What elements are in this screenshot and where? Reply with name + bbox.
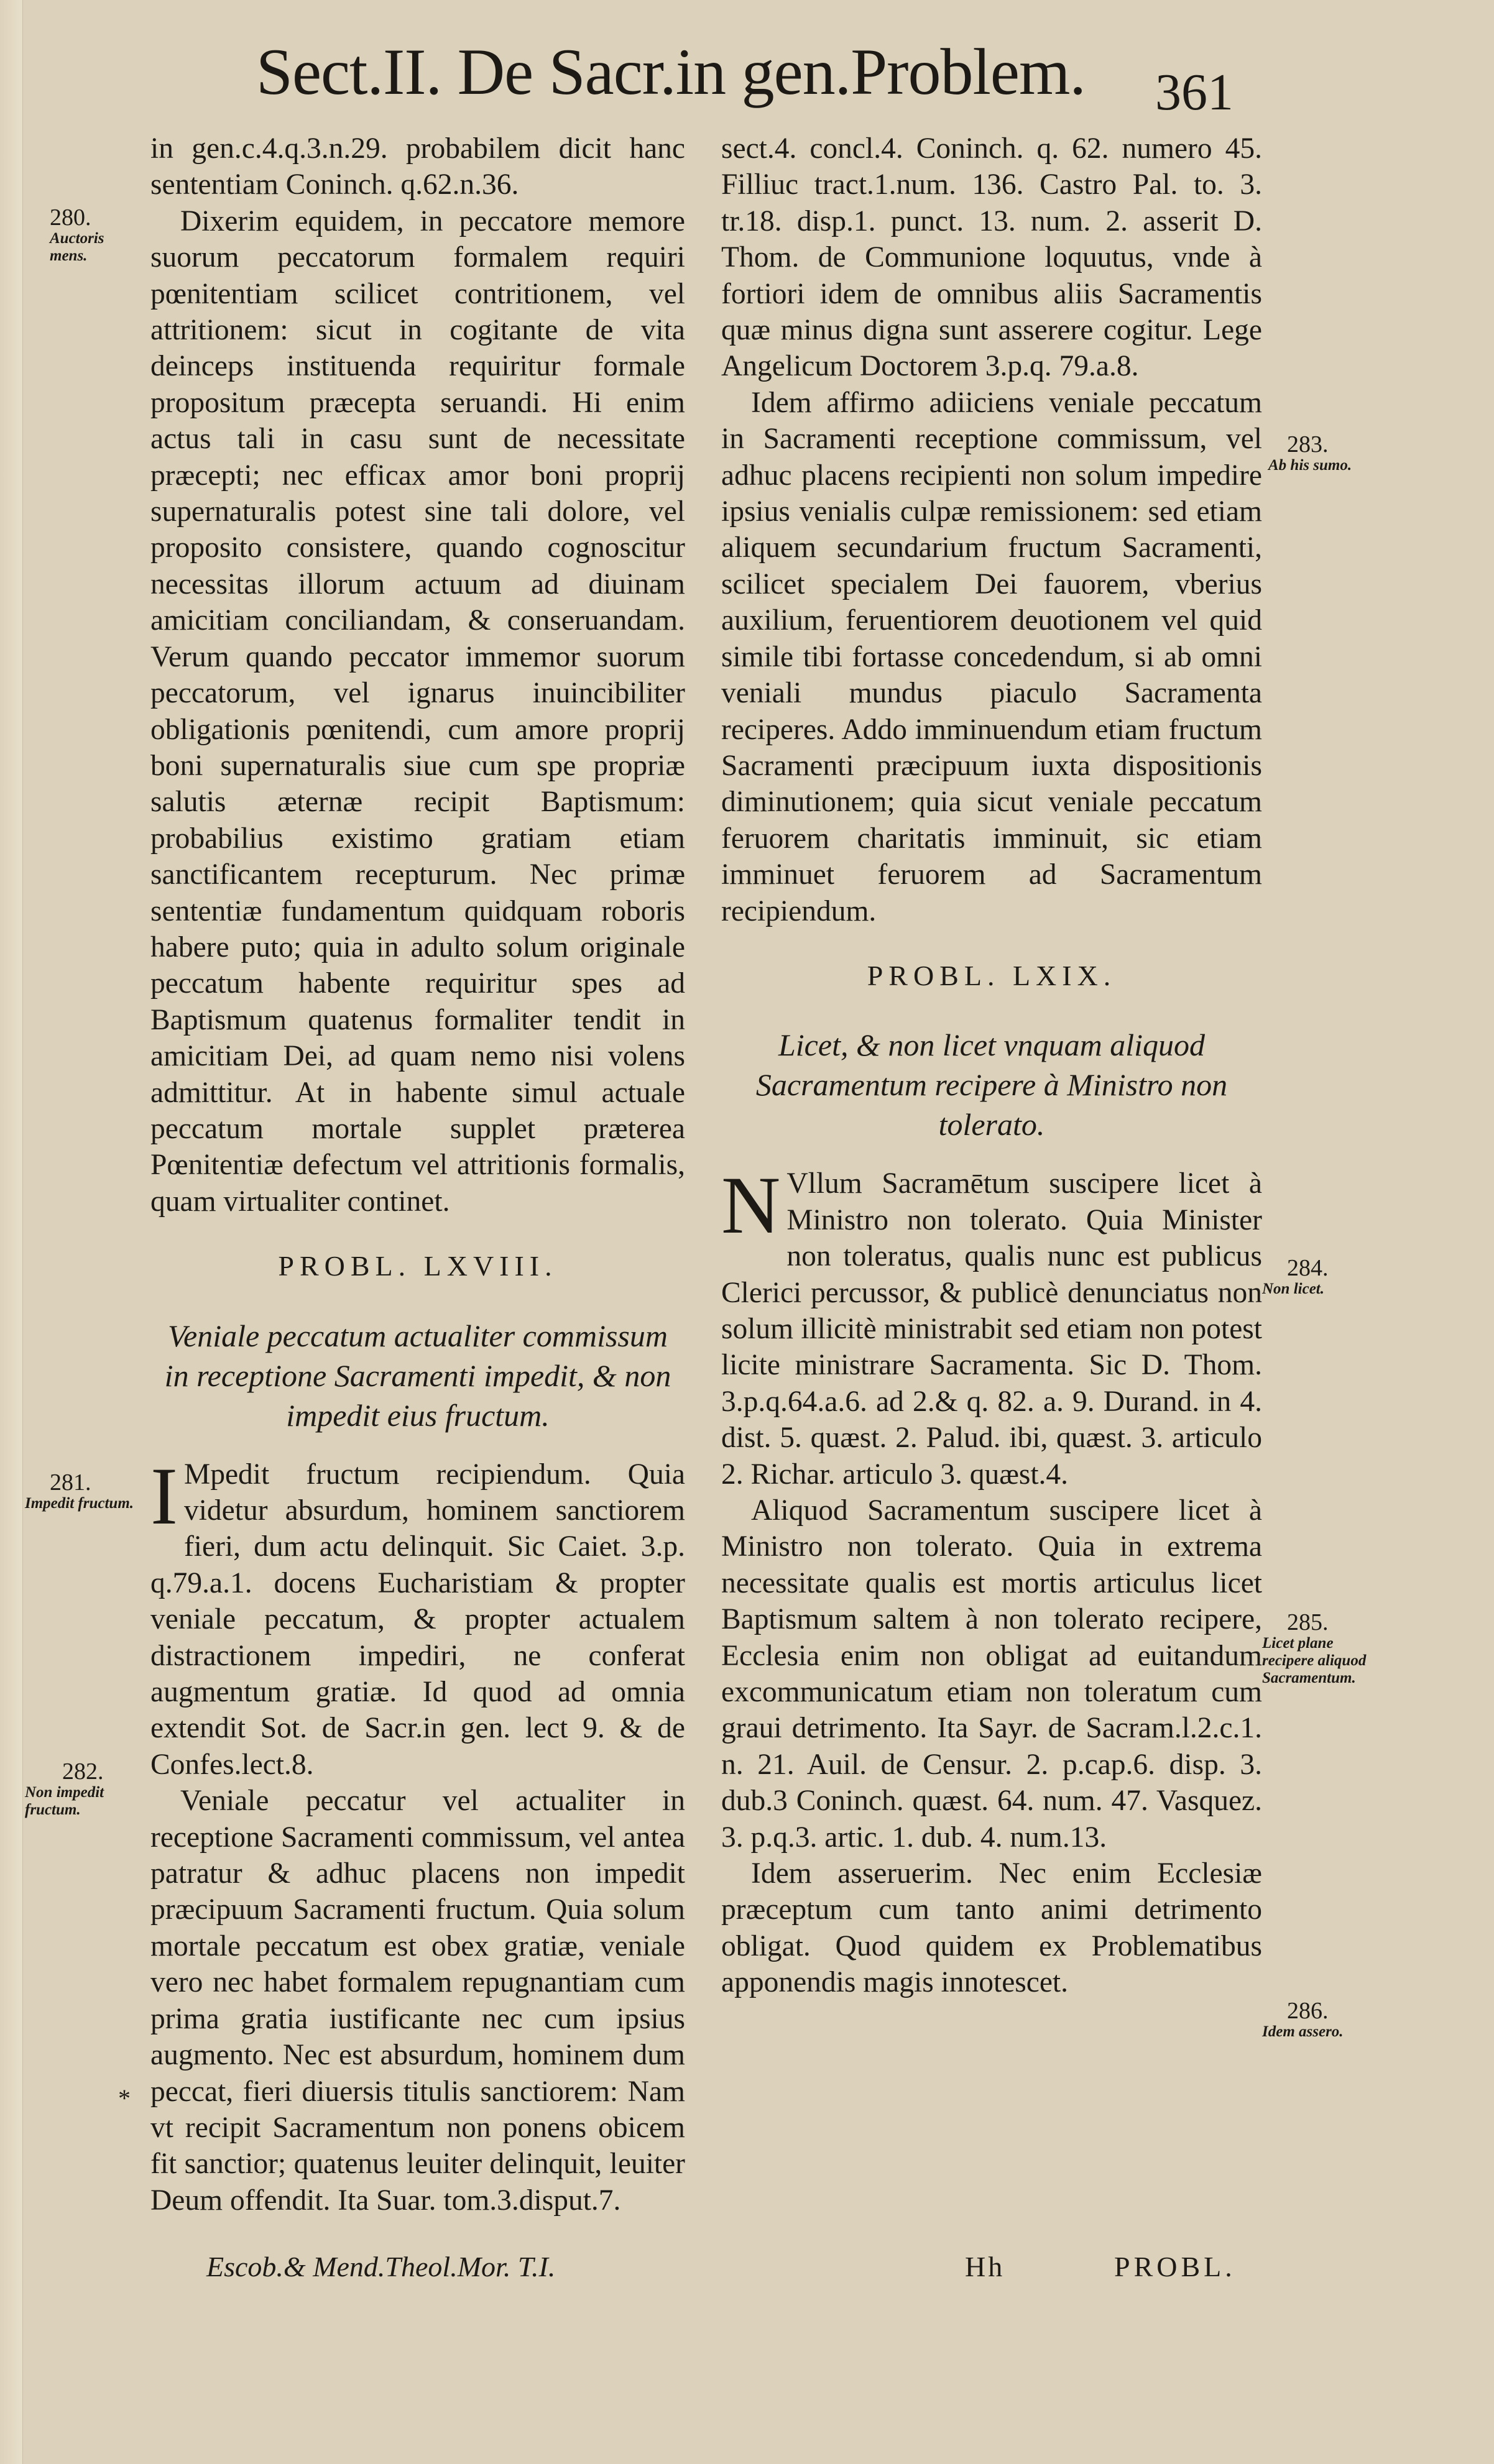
catchword: PROBL. xyxy=(1114,2251,1236,2282)
paragraph: Dixerim equidem, in peccatore memore suorum peccatorum formalem requiri pœnitentiam scilicet contritionem, vel attritionem: sicut in cogitante de vita deinceps instituenda requiritur formale propositum præcepta seruandi. Hi enim actus tali in casu sunt de necessitate præcepti; nec efficax amor boni proprij supernaturalis potest sine tali dolore, vel proposito consistere, quando cognoscitur necessitas illorum actuum ad diuinam amicitiam conciliandam, & conseruandam. Verum quando peccator immemor suorum peccatorum, vel ignarus inuincibiliter obligationis pœnitendi, cum amore proprij boni supernaturalis siue cum spe propriæ salutis æternæ recipit Baptismum: probabilius existimo gratiam etiam sanctificantem recepturum. Nec primæ sententiæ fundamentum quidquam roboris habere puto; quia in adulto solum originale peccatum habente requiritur spes ad Baptismum quatenus formaliter tendit in amicitiam Dei, ad quam nemo nisi volens admittitur. At in habente simul actuale peccatum mortale supplet præterea Pœnitentiæ defectum vel attritionis formalis, quam virtualiter continet. xyxy=(150,205,685,1218)
margin-note xyxy=(25,1759,137,1819)
margin-note xyxy=(1262,1998,1380,2041)
margin-number: 283. xyxy=(1287,431,1329,457)
margin-note xyxy=(50,205,143,265)
margin-text: Non impedit fructum. xyxy=(25,1784,104,1818)
problem-heading: PROBL. LXIX. xyxy=(867,959,1117,991)
paragraph: in gen.c.4.q.3.n.29. probabilem dicit hanc sententiam Coninch. q.62.n.36. xyxy=(150,132,685,201)
asterisk-mark: * xyxy=(118,2084,131,2112)
margin-note xyxy=(1262,1256,1374,1298)
margin-text: Auctoris mens. xyxy=(50,230,104,264)
footer-source: Escob.& Mend.Theol.Mor. T.I. xyxy=(206,2251,556,2282)
left-column xyxy=(150,131,685,2218)
margin-note xyxy=(25,1470,137,1512)
paragraph xyxy=(150,1450,685,1783)
margin-text: Non licet. xyxy=(1262,1280,1324,1297)
signature-mark: Hh xyxy=(965,2251,1005,2282)
problem-subtitle: Licet, & non licet vnquam aliquod Sacramentum recipere à Ministro non tolerato. xyxy=(755,1027,1228,1142)
paragraph: Idem affirmo adiiciens veniale peccatum in Sacramenti receptione commissum, vel adhuc placens recipienti non solum impedire ipsius venialis culpæ remissionem: sed etiam aliquem secundarium fructum Sacramenti, scilicet specialem Dei fauorem, vberius auxilium, feruentiorem deuotionem vel quid simile tibi fortasse concedendum, si ab omni veniali mundus piaculo Sacramenta reciperes. Addo imminuendum etiam fructum Sacramenti præcipuum iuxta dispositionis diminutionem; quia sicut veniale peccatum feruorem charitatis imminuit, sic etiam imminuet feruorem ad Sacramentum recipiendum. xyxy=(721,386,1262,927)
margin-note xyxy=(1268,432,1380,474)
paragraph xyxy=(721,1159,1262,1492)
margin-number: 282. xyxy=(62,1758,104,1785)
page-edge xyxy=(0,0,23,2464)
drop-cap: I xyxy=(150,1450,178,1542)
margin-text: Ab his sumo. xyxy=(1268,457,1352,474)
paragraph: sect.4. concl.4. Coninch. q. 62. numero 45. Filliuc tract.1.num. 136. Castro Pal. to. 3. tr.18. disp.1. punct. 13. num. 2. asserit D. Thom. de Communione loquutus, vnde à fortiori idem de omnibus aliis Sacramentis quæ minus digna sunt asserere cogitur. Lege Angelicum Doctorem 3.p.q. 79.a.8. xyxy=(721,132,1262,383)
paragraph: Idem asseruerim. Nec enim Ecclesiæ præceptum cum tanto animi detrimento obligat. Quod quidem ex Problematibus apponendis magis innotescet. xyxy=(721,1857,1262,1999)
margin-note xyxy=(1262,1610,1380,1687)
running-title: Sect.II. De Sacr.in gen.Problem. xyxy=(256,35,1086,108)
margin-number: 280. xyxy=(50,205,91,231)
paragraph: Aliquod Sacramentum suscipere licet à Ministro non tolerato. Quia in extrema necessitate qualis est mortis articulus licet Baptismum saltem à non tolerato recipere, Ecclesia enim non obligat ad euitandum excommunicatum etiam non toleratum cum graui detrimento. Ita Sayr. de Sacram.l.2.c.1. n. 21. Auil. de Censur. 2. p.cap.6. disp. 3. dub.3 Coninch. quæst. 64. num. 47. Vasquez. 3. p.q.3. artic. 1. dub. 4. num.13. xyxy=(721,1494,1262,1854)
problem-subtitle: Veniale peccatum actualiter commissum in receptione Sacramenti impedit, & non impedit eius fructum. xyxy=(164,1318,671,1433)
paragraph: Veniale peccatur vel actualiter in receptione Sacramenti commissum, vel antea patratur & adhuc placens non impedit præcipuum Sacramenti fructum. Quia solum mortale peccatum est obex gratiæ, veniale vero nec habet formalem repugnantiam cum prima gratia iustificante nec cum ipsius augmento. Nec est absurdum, hominem dum peccat, fieri diuersis titulis sanctiorem: Nam vt recipit Sacramentum non ponens obicem fit sanctior; quatenus leuiter delinquit, leuiter Deum offendit. Ita Suar. tom.3.disput.7. xyxy=(150,1785,685,2217)
drop-cap: N xyxy=(721,1159,781,1251)
page-number: 361 xyxy=(1155,63,1233,121)
running-header xyxy=(0,0,1494,143)
margin-text: Idem assero. xyxy=(1262,2023,1344,2040)
paragraph-text: Mpedit fructum recipiendum. Quia videtur absurdum, hominem sanctiorem fieri, dum actu delinquit. Sic Caiet. 3.p. q.79.a.1. docens Eucharistiam & propter veniale peccatum, & propter actualem distractionem impediri, ne conferat augmentum gratiæ. Id quod ad omnia extendit Sot. de Sacr.in gen. lect 9. & de Confes.lect.8. xyxy=(150,1458,685,1781)
problem-heading: PROBL. LXVIII. xyxy=(278,1250,558,1282)
margin-text: Impedit fructum. xyxy=(25,1495,134,1512)
margin-text: Licet plane recipere aliquod Sacramentum. xyxy=(1262,1635,1367,1686)
margin-number: 284. xyxy=(1287,1255,1329,1281)
margin-number: 281. xyxy=(50,1469,91,1496)
margin-number: 286. xyxy=(1287,1998,1329,2024)
right-column xyxy=(721,131,1262,2001)
paragraph-text: Vllum Sacramētum suscipere licet à Ministro non tolerato. Quia Minister non toleratus, qualis nunc est publicus Clerici percussor, & publicè denunciatus non solum illicitè ministrabit sed etiam non potest licite ministrare Sacramenta. Sic D. Thom. 3.p.q.64.a.6. ad 2.& q. 82. a. 9. Durand. in 4. dist. 5. quæst. 2. Palud. ibi, quæst. 3. articulo 2. Richar. articulo 3. quæst.4. xyxy=(721,1167,1262,1491)
margin-number: 285. xyxy=(1287,1609,1329,1635)
